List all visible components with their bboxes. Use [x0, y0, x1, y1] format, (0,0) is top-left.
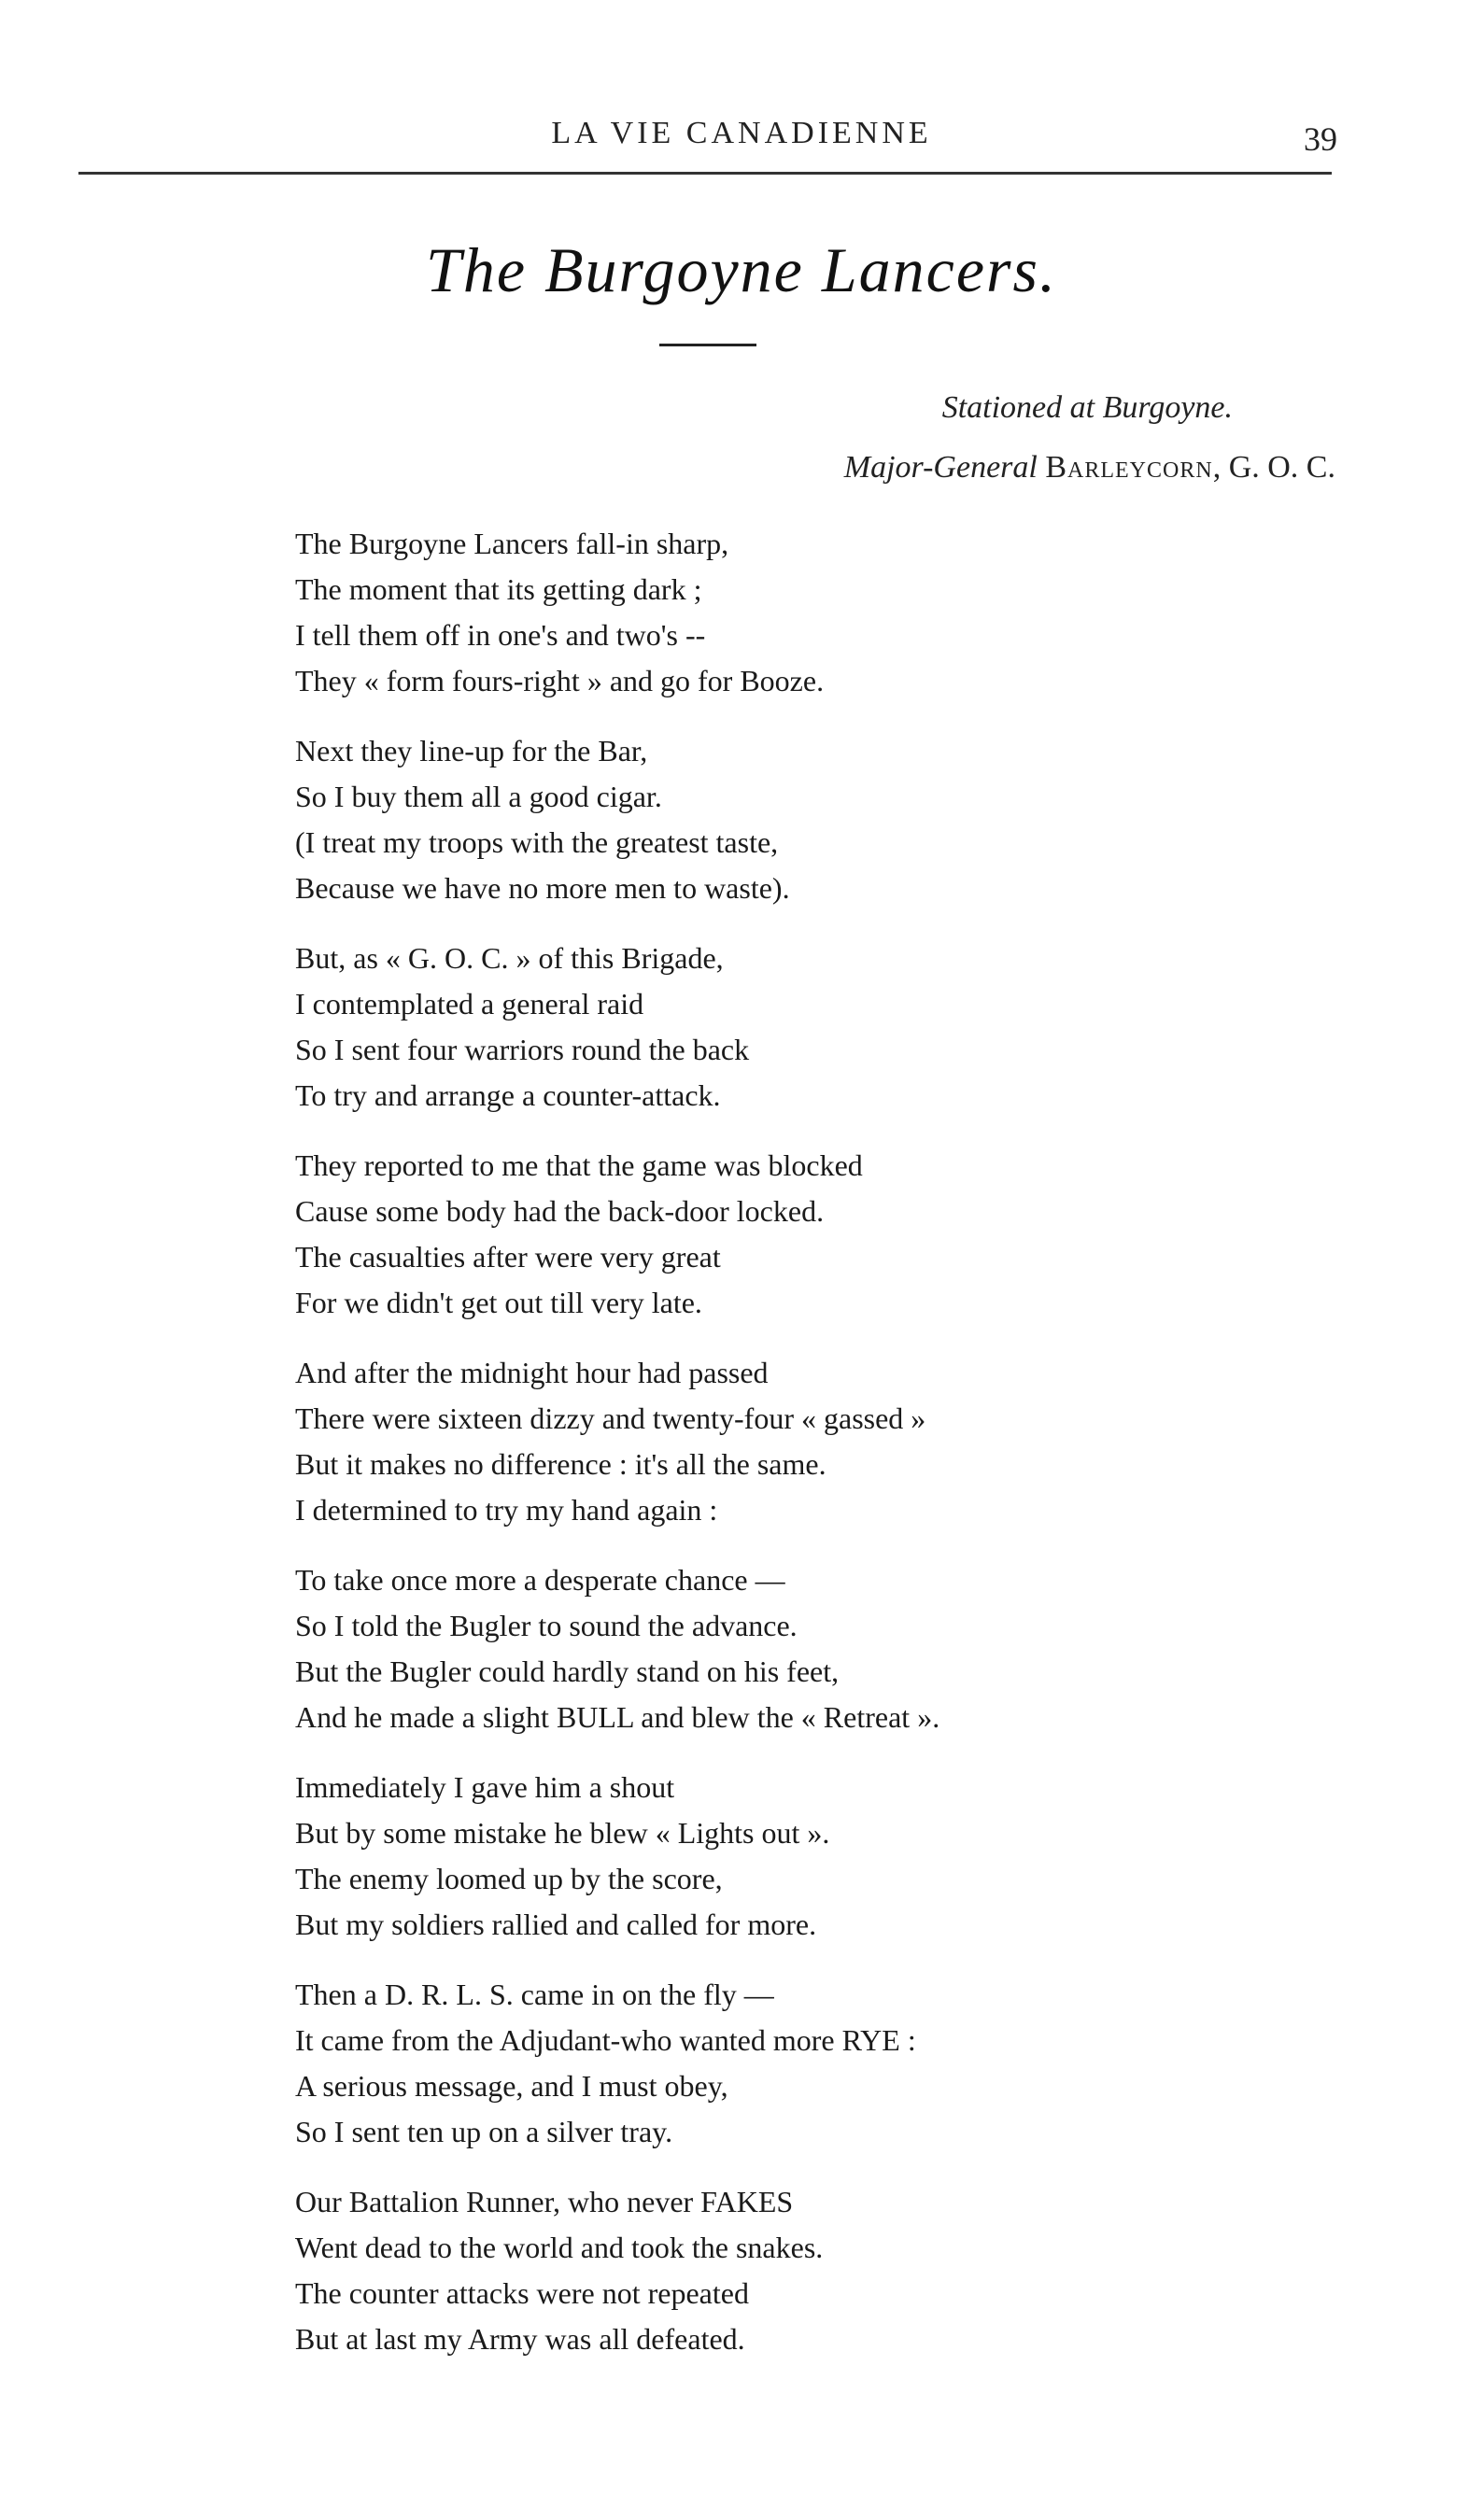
poem-line: But the Bugler could hardly stand on his feet,	[295, 1654, 840, 1688]
stanza	[295, 936, 1322, 1119]
poem-line: So I buy them all a good cigar.	[295, 780, 662, 813]
poem-line: The Burgoyne Lancers fall-in sharp,	[295, 527, 729, 560]
poem-line: The casualties after were very great	[295, 1240, 721, 1274]
dedication-commander	[654, 450, 1335, 486]
poem-line: I determined to try my hand again :	[295, 1493, 718, 1527]
poem-line: I tell them off in one's and two's --	[295, 618, 706, 652]
poem-line: Went dead to the world and took the snakes.	[295, 2231, 824, 2264]
poem-line: So I told the Bugler to sound the advance.	[295, 1609, 798, 1642]
poem-line: Immediately I gave him a shout	[295, 1770, 675, 1804]
stanza	[295, 1143, 1322, 1326]
poem-line: To try and arrange a counter-attack.	[295, 1078, 721, 1112]
dedication-suffix: , G. O. C.	[1212, 450, 1335, 485]
stanza	[295, 1350, 1322, 1533]
poem-line: And after the midnight hour had passed	[295, 1356, 769, 1389]
poem-line: The counter attacks were not repeated	[295, 2276, 749, 2310]
poem-line: But my soldiers rallied and called for more.	[295, 1908, 817, 1941]
poem-line: They « form fours-right » and go for Booze.	[295, 664, 825, 697]
poem-line: They reported to me that the game was blocked	[295, 1148, 863, 1182]
poem-line: The enemy loomed up by the score,	[295, 1862, 723, 1895]
poem-line: And he made a slight BULL and blew the « Retreat ».	[295, 1700, 940, 1734]
poem-line: So I sent four warriors round the back	[295, 1033, 750, 1066]
dedication-name: Barleycorn	[1045, 450, 1213, 485]
poem-line: There were sixteen dizzy and twenty-four « gassed »	[295, 1401, 926, 1435]
title-divider	[659, 344, 756, 346]
poem-line: Because we have no more men to waste).	[295, 871, 790, 905]
poem-line: Our Battalion Runner, who never FAKES	[295, 2185, 794, 2218]
poem-line: So I sent ten up on a silver tray.	[295, 2115, 673, 2148]
poem-line: But, as « G. O. C. » of this Brigade,	[295, 941, 724, 975]
page-number: 39	[1304, 120, 1337, 158]
poem-title: The Burgoyne Lancers.	[426, 234, 1057, 305]
stanza	[295, 1972, 1322, 2155]
poem-line: (I treat my troops with the greatest taste,	[295, 825, 779, 859]
poem-line: The moment that its getting dark ;	[295, 572, 702, 606]
poem-line: Cause some body had the back-door locked.	[295, 1194, 825, 1228]
poem-line: To take once more a desperate chance —	[295, 1563, 785, 1597]
poem-line: But by some mistake he blew « Lights out ».	[295, 1816, 830, 1850]
poem-line: Then a D. R. L. S. came in on the fly —	[295, 1978, 774, 2011]
poem-line: Next they line-up for the Bar,	[295, 734, 648, 767]
dedication-rank: Major-General	[843, 450, 1038, 485]
poem-line: A serious message, and I must obey,	[295, 2069, 728, 2103]
dedication-station-text: Stationed at Burgoyne.	[941, 390, 1233, 425]
running-head-title: LA VIE CANADIENNE	[551, 116, 932, 150]
poem-line: But it makes no difference : it's all the same.	[295, 1447, 826, 1481]
poem-line: It came from the Adjudant-who wanted more RYE :	[295, 2023, 916, 2057]
poem-line: For we didn't get out till very late.	[295, 1286, 702, 1319]
stanza	[295, 521, 1322, 704]
header-divider	[78, 172, 1332, 175]
dedication-station	[654, 390, 1233, 426]
poem-line: I contemplated a general raid	[295, 987, 644, 1021]
stanza	[295, 728, 1322, 911]
poem-body	[295, 521, 1322, 2386]
stanza	[295, 1557, 1322, 1740]
stanza	[295, 2179, 1322, 2362]
stanza	[295, 1765, 1322, 1948]
poem-line: But at last my Army was all defeated.	[295, 2322, 745, 2356]
